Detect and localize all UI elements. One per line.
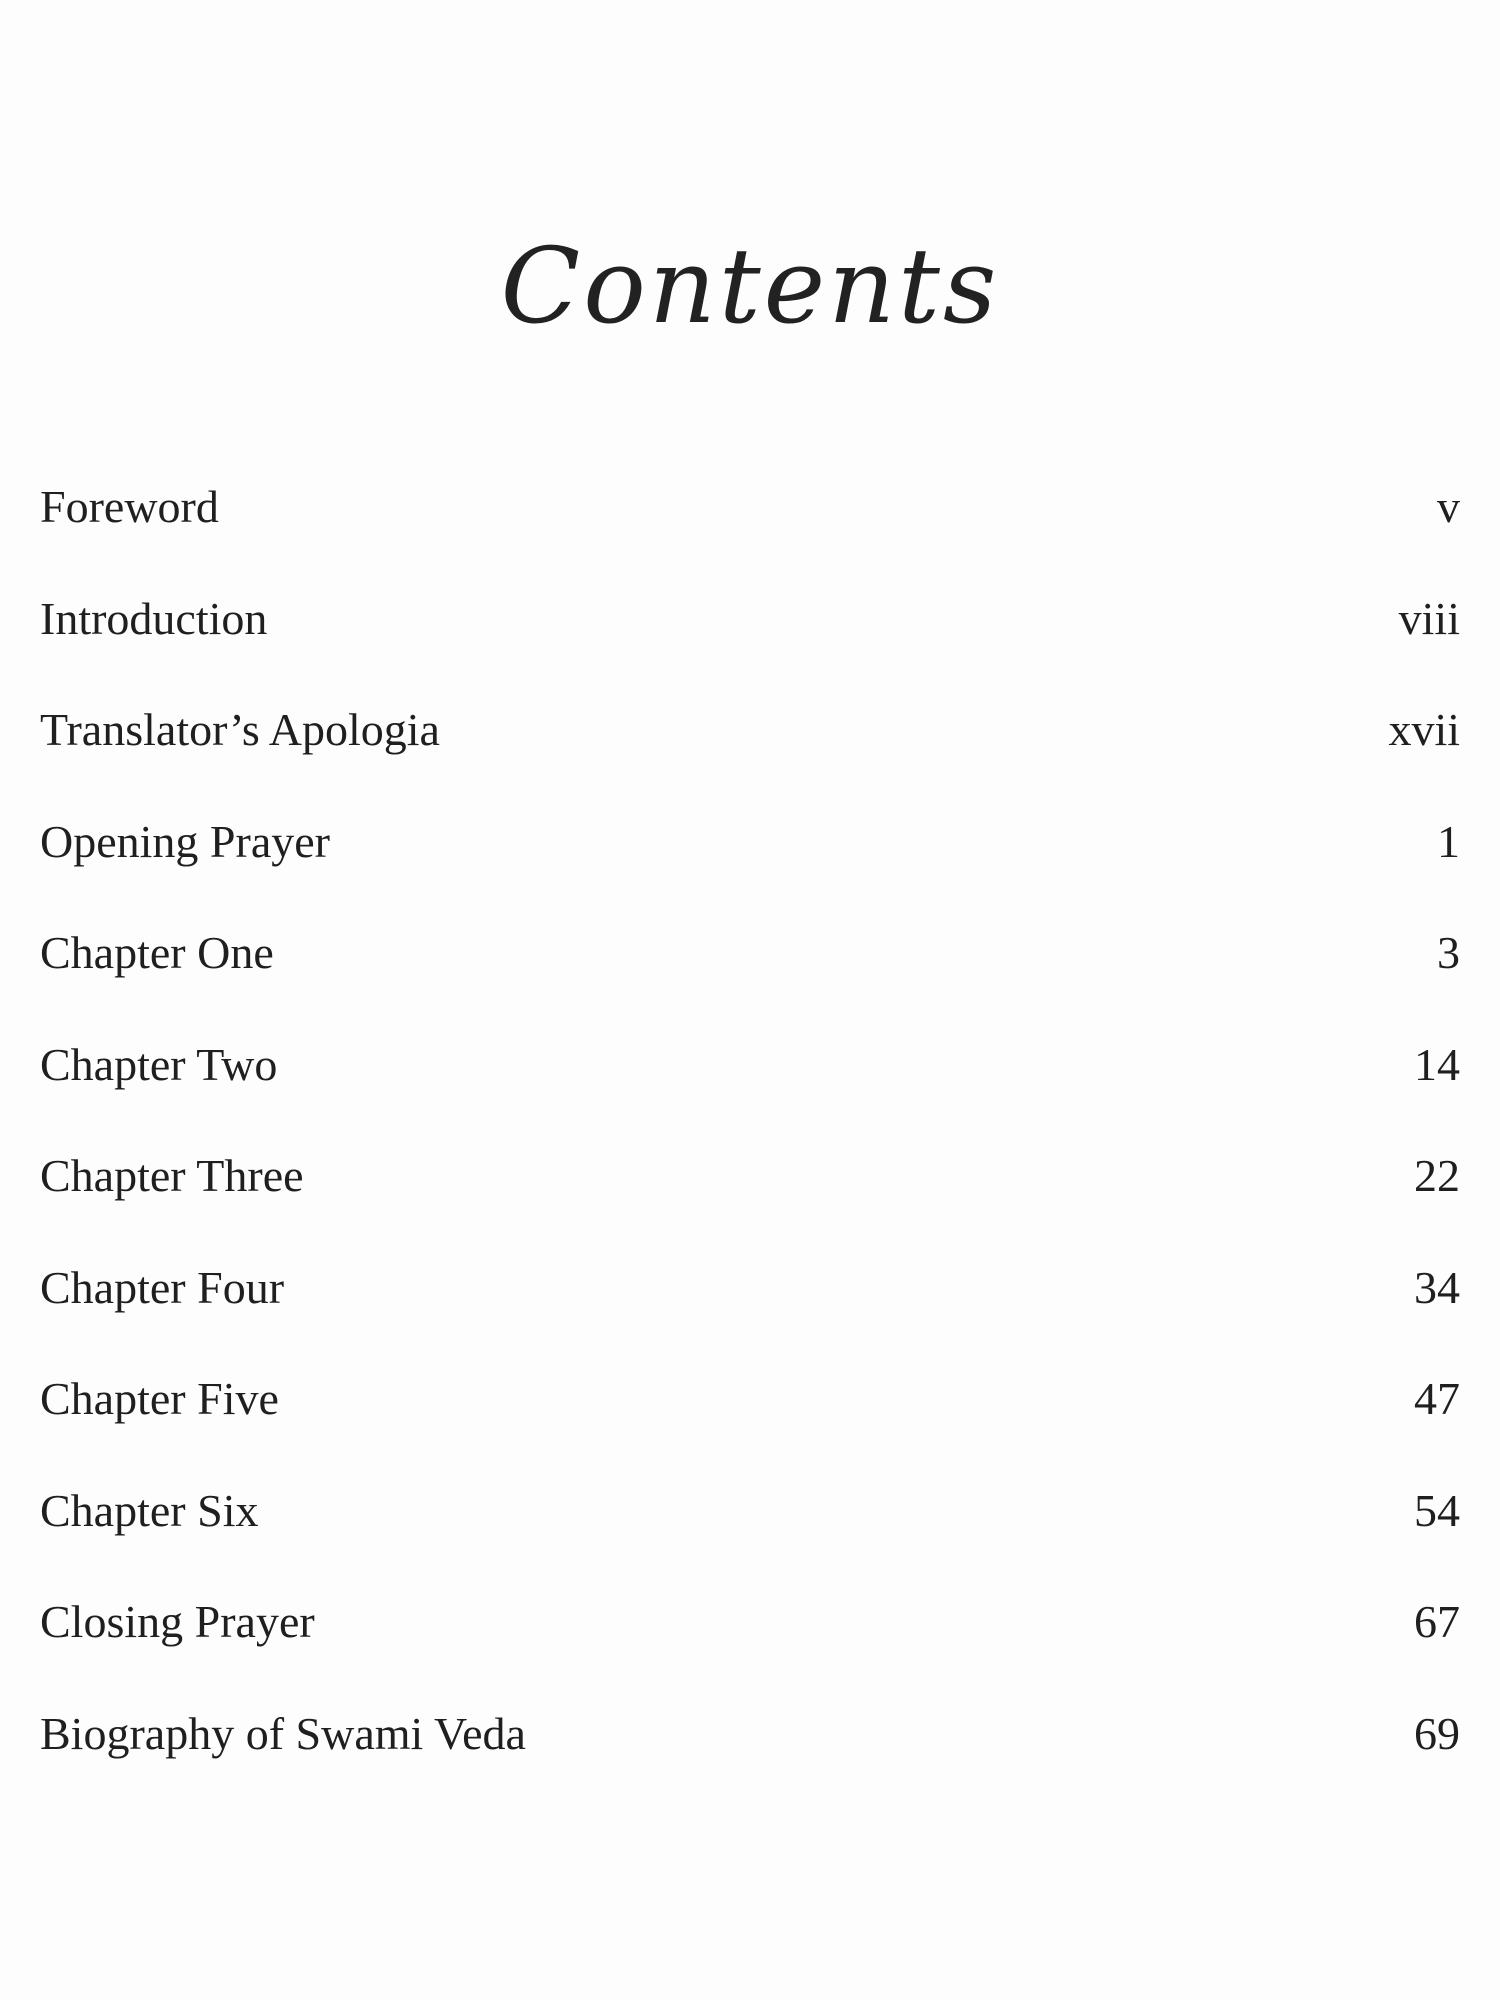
- toc-entry-label: Opening Prayer: [40, 815, 330, 867]
- toc-entry-page: 54: [1414, 1484, 1460, 1536]
- toc-entry-chapter-two: [40, 1018, 1460, 1130]
- toc-entry-label: Biography of Swami Veda: [40, 1707, 526, 1759]
- toc-entry-chapter-three: [40, 1129, 1460, 1241]
- toc-entry-opening-prayer: [40, 795, 1460, 907]
- toc-entry-chapter-five: [40, 1352, 1460, 1464]
- toc-entry-label: Closing Prayer: [40, 1596, 315, 1647]
- toc-entry-page: 22: [1414, 1150, 1460, 1201]
- toc-entry-label: Chapter Five: [40, 1373, 279, 1424]
- toc-entry-biography: [40, 1687, 1460, 1799]
- toc-entry-page: viii: [1398, 592, 1460, 644]
- toc-entry-closing-prayer: [40, 1575, 1460, 1687]
- toc-entry-page: xvii: [1388, 704, 1460, 755]
- page-title: Contents: [500, 225, 1000, 347]
- toc-entry-label: Chapter One: [40, 927, 274, 978]
- toc-entry-label: Chapter Two: [40, 1038, 278, 1090]
- toc-entry-introduction: [40, 572, 1460, 684]
- toc-entry-page: 34: [1414, 1261, 1460, 1313]
- toc-entry-label: Chapter Six: [40, 1484, 259, 1536]
- toc-entry-foreword: [40, 460, 1460, 572]
- table-of-contents: [40, 460, 1460, 1798]
- toc-entry-page: v: [1437, 481, 1460, 532]
- toc-entry-page: 47: [1414, 1373, 1460, 1424]
- toc-entry-translators-apologia: [40, 683, 1460, 795]
- toc-entry-label: Introduction: [40, 592, 268, 644]
- toc-entry-label: Translator’s Apologia: [40, 704, 440, 755]
- toc-entry-label: Chapter Four: [40, 1261, 285, 1313]
- toc-entry-page: 69: [1414, 1707, 1460, 1759]
- toc-entry-chapter-four: [40, 1241, 1460, 1353]
- toc-entry-label: Foreword: [40, 481, 219, 532]
- toc-entry-chapter-one: [40, 906, 1460, 1018]
- toc-entry-chapter-six: [40, 1464, 1460, 1576]
- toc-entry-page: 1: [1437, 815, 1460, 867]
- toc-entry-page: 3: [1437, 927, 1460, 978]
- toc-entry-page: 67: [1414, 1596, 1460, 1647]
- toc-entry-page: 14: [1414, 1038, 1460, 1090]
- toc-entry-label: Chapter Three: [40, 1150, 304, 1201]
